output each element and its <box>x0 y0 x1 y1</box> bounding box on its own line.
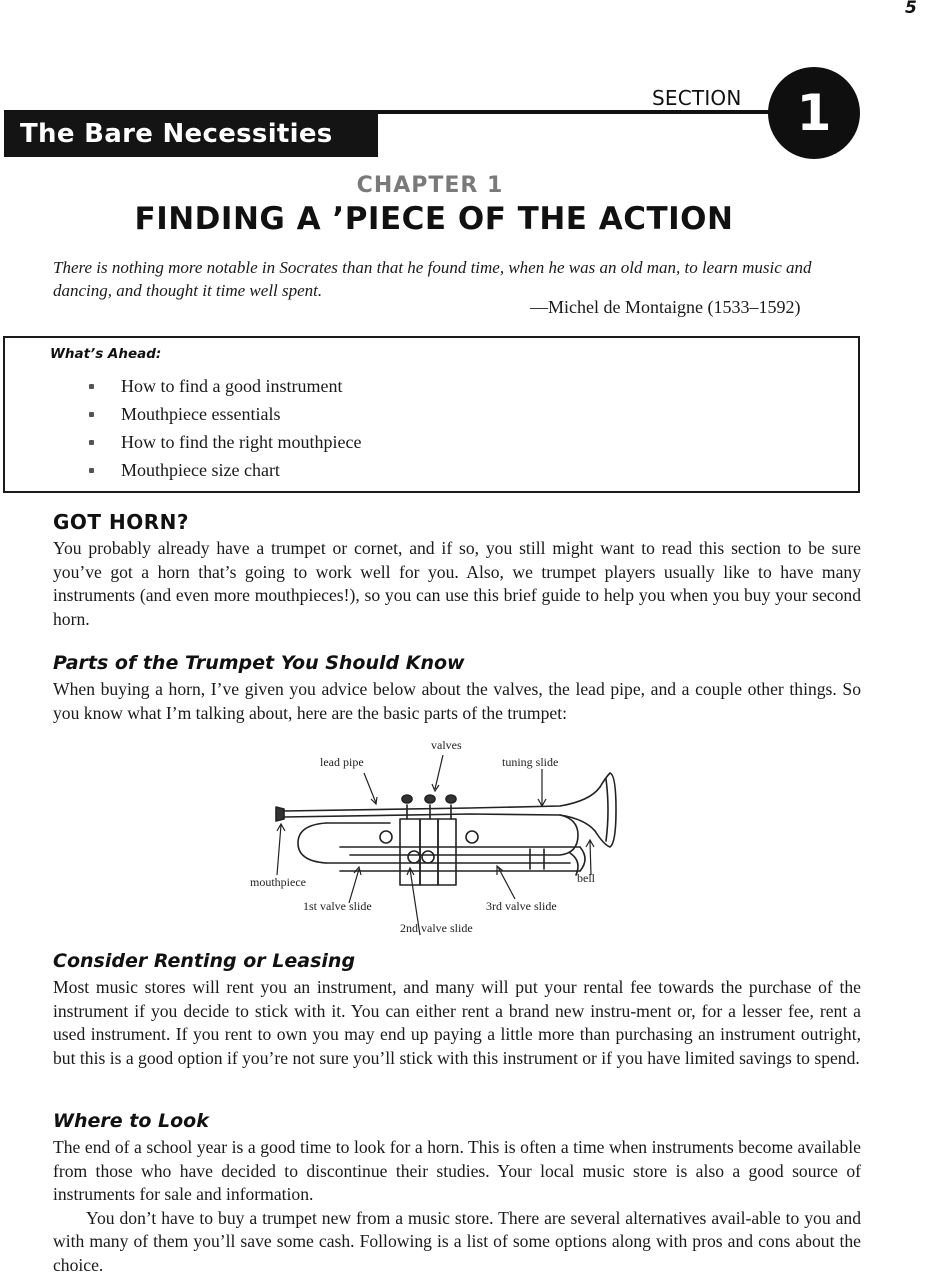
section-banner <box>4 111 378 157</box>
section-number-badge <box>768 67 860 159</box>
section-number: 1 <box>796 84 832 142</box>
chapter-label: CHAPTER 1 <box>356 173 504 198</box>
list-item <box>86 372 361 400</box>
label-bell: bell <box>577 871 595 885</box>
paragraph: You probably already have a trumpet or cornet, and if so, you still might want to read this section to be sure you’ve got a horn that’s going to work well for you. Also, we trumpet players usually like to have many instruments (and even more mouthpieces!), so you can use this brief guide to help you when you buy your second horn. <box>53 538 861 629</box>
bullet-icon <box>89 412 94 417</box>
list-item <box>86 428 361 456</box>
list-item <box>86 456 361 484</box>
epigraph-attribution: —Michel de Montaigne (1533–1592) <box>530 297 801 317</box>
bullet-icon <box>89 384 94 389</box>
label-2nd-valve-slide: 2nd valve slide <box>400 921 473 935</box>
trumpet-diagram <box>240 735 640 945</box>
list-item-text: How to find a good instrument <box>121 376 343 396</box>
heading-consider-renting: Consider Renting or Leasing <box>53 950 356 972</box>
label-lead-pipe: lead pipe <box>320 755 364 769</box>
trumpet-illustration-icon <box>240 735 640 945</box>
bullet-icon <box>89 468 94 473</box>
list-item-text: Mouthpiece size chart <box>121 460 280 480</box>
page-number: 5 <box>905 0 917 18</box>
heading-where-to-look: Where to Look <box>53 1110 209 1132</box>
list-item-text: How to find the right mouthpiece <box>121 432 362 452</box>
paragraph: When buying a horn, I’ve given you advice below about the valves, the lead pipe, and a couple other things. So you know what I’m talking about, here are the basic parts of the trumpet: <box>53 679 861 723</box>
body-got-horn <box>53 537 861 631</box>
body-where-to-look <box>53 1136 861 1278</box>
label-1st-valve-slide: 1st valve slide <box>303 899 372 913</box>
list-item <box>86 400 361 428</box>
heading-parts-of-trumpet: Parts of the Trumpet You Should Know <box>53 652 465 674</box>
section-banner-title: The Bare Necessities <box>20 119 333 149</box>
paragraph: The end of a school year is a good time to look for a horn. This is often a time when instruments become available from those who have decided to discontinue their studies. Your local music store is also a good source of instruments for sale and information. <box>53 1137 861 1205</box>
chapter-title: FINDING A ’PIECE OF THE ACTION <box>134 201 734 237</box>
body-consider-renting <box>53 976 861 1070</box>
label-3rd-valve-slide: 3rd valve slide <box>486 899 557 913</box>
section-label: SECTION <box>652 86 742 110</box>
heading-got-horn: GOT HORN? <box>53 510 190 534</box>
list-item-text: Mouthpiece essentials <box>121 404 281 424</box>
whats-ahead-title: What’s Ahead: <box>50 346 162 362</box>
bullet-icon <box>89 440 94 445</box>
paragraph: Most music stores will rent you an instrument, and many will put your rental fee towards the purchase of the instrument if you decide to stick with it. You can either rent a brand new instru-ment or, for a lesser fee, rent a used instrument. If you rent to own you may end up paying a little more than purchasing an instrument outright, but this is a good option if you’re not sure you’ll stick with this instrument or if you have limited savings to spend. <box>53 977 861 1068</box>
label-valves: valves <box>431 738 462 752</box>
body-parts-of-trumpet <box>53 678 861 725</box>
label-mouthpiece: mouthpiece <box>250 875 306 889</box>
label-tuning-slide: tuning slide <box>502 755 559 769</box>
epigraph-quote: There is nothing more notable in Socrates than that he found time, when he was an old man, to learn music and dancing, and thought it time well spent. <box>53 258 812 300</box>
paragraph: You don’t have to buy a trumpet new from a music store. There are several alternatives avail-able to you and with many of them you’ll save some cash. Following is a list of some options along with pros and cons about the choice. <box>53 1207 861 1275</box>
whats-ahead-list <box>86 372 361 484</box>
